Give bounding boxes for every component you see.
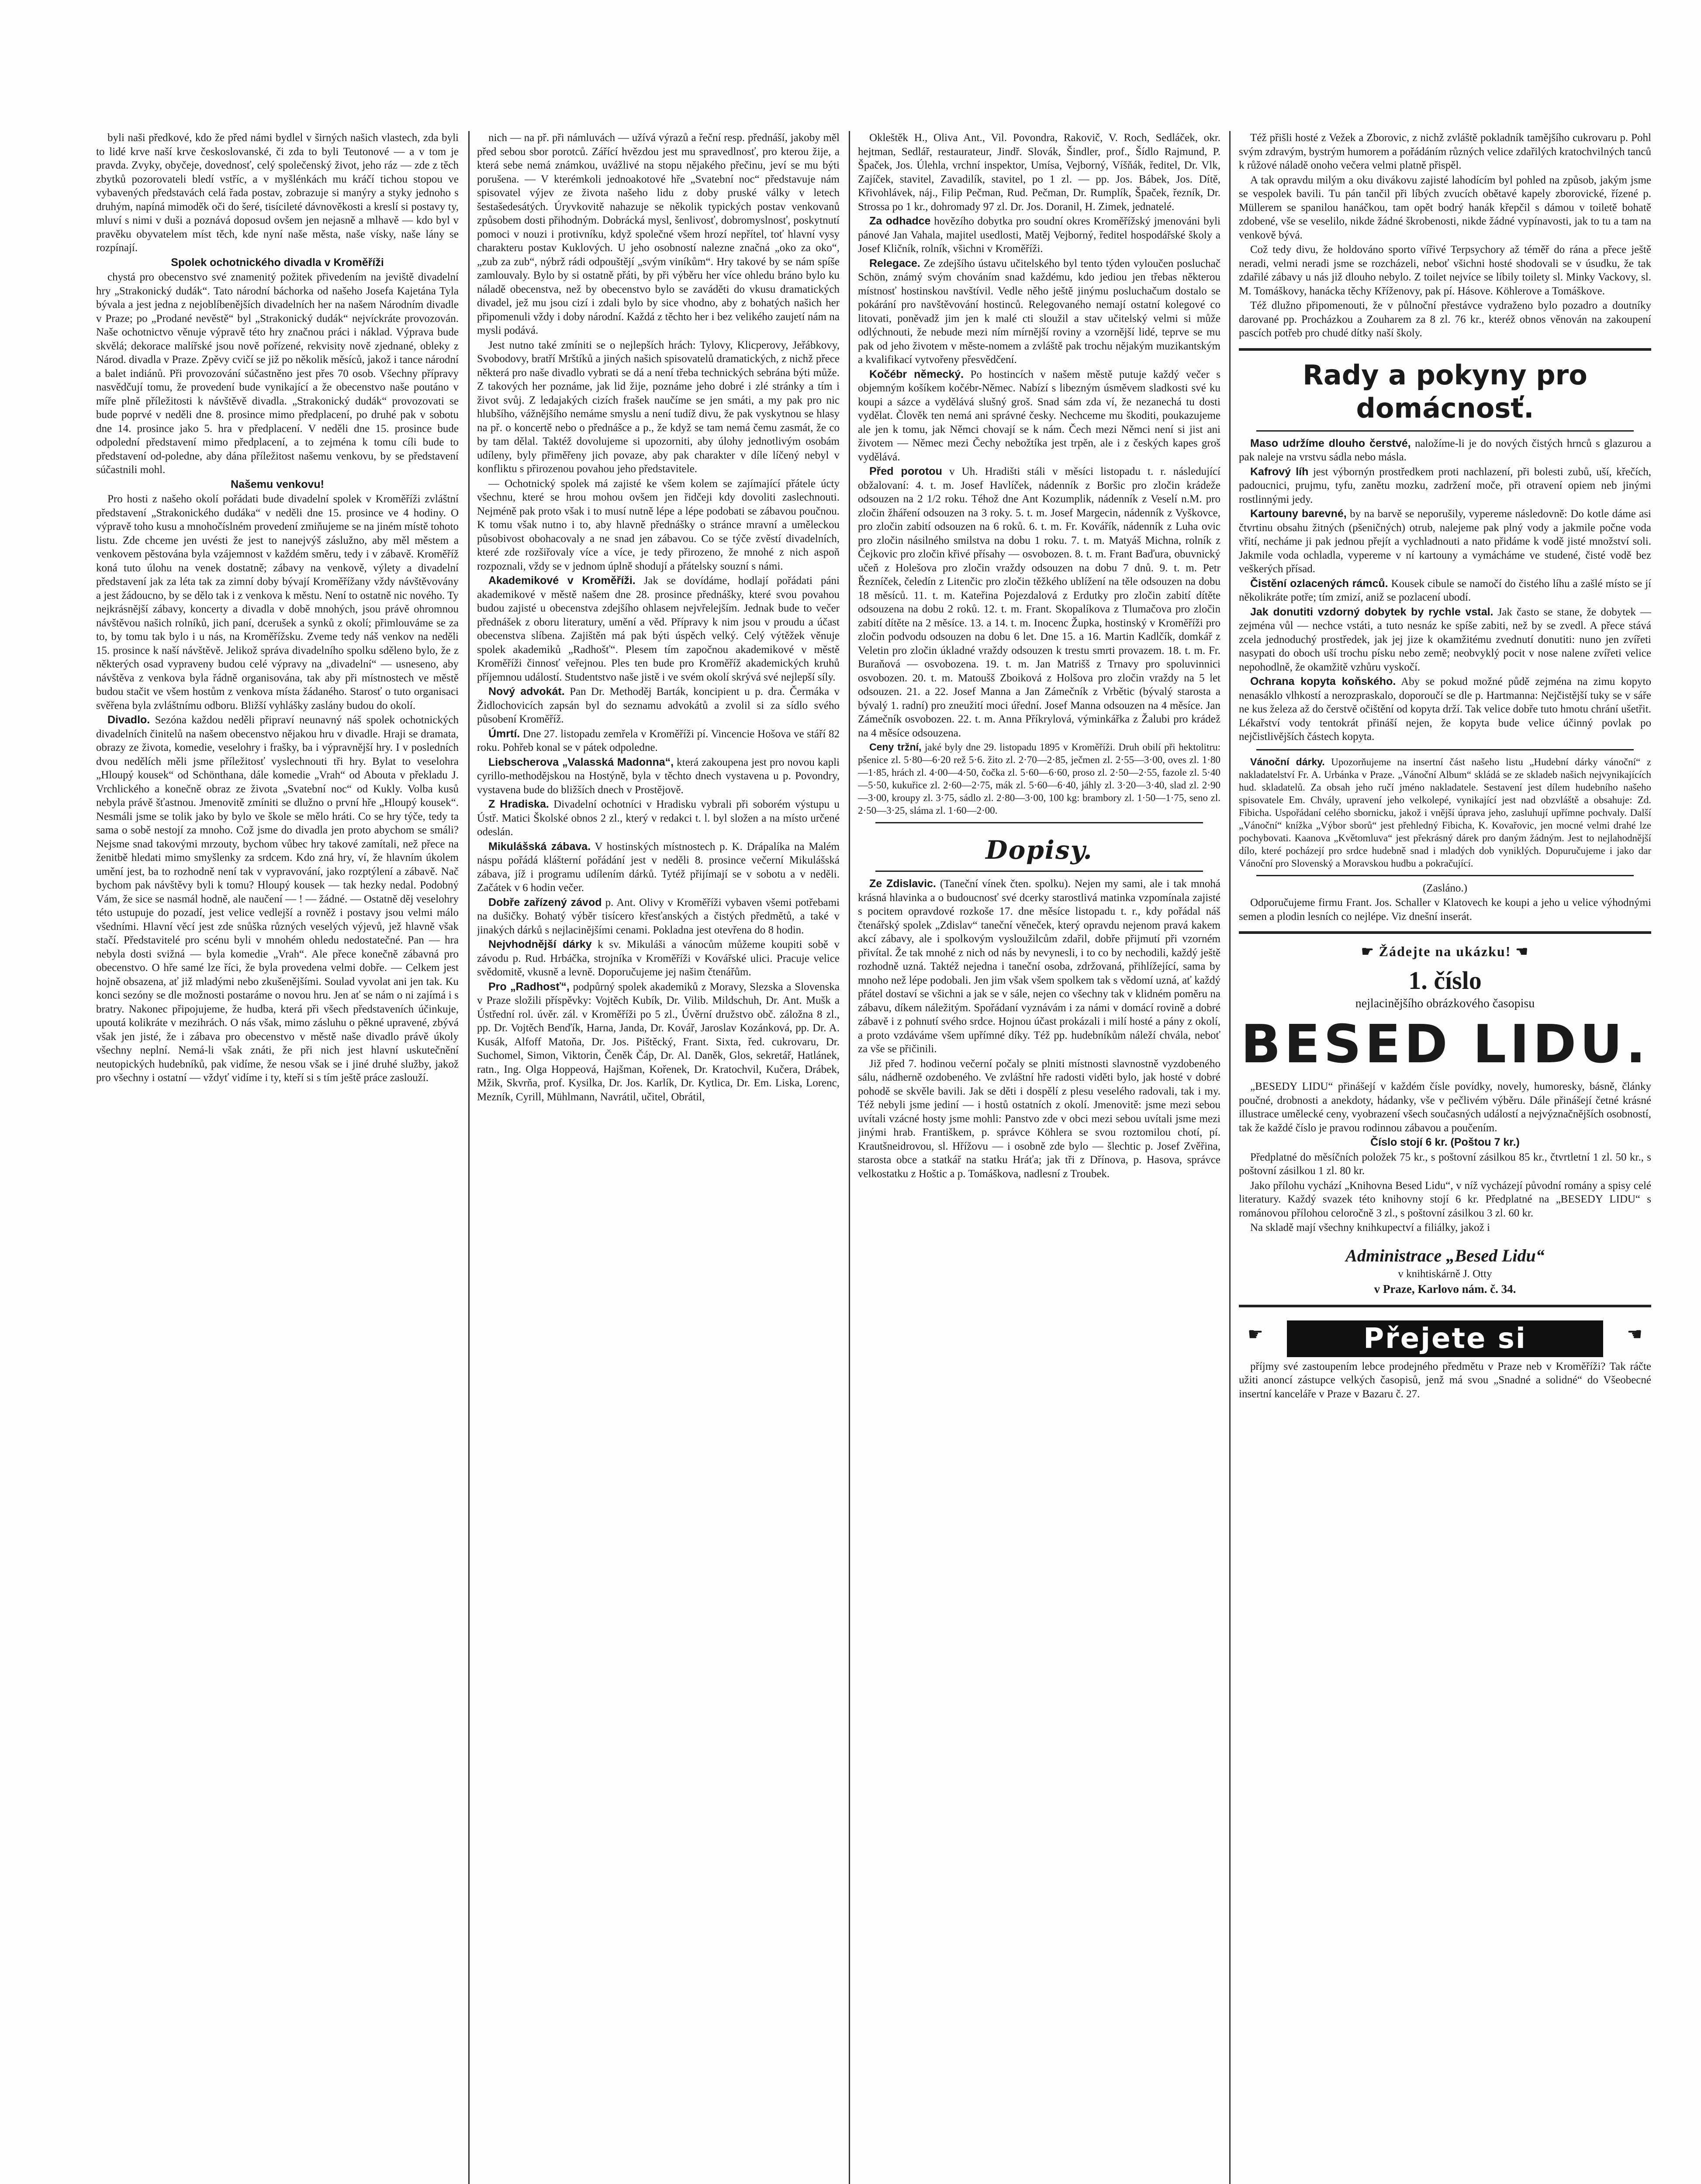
notice-heading: Vánoční dárky.: [1250, 756, 1325, 767]
column-4: [1239, 131, 1651, 2184]
tip-text: naložíme-li je do nových čistých hrnců s glazurou a pak naleje na vrstvu sádla nebo másla.: [1239, 437, 1651, 463]
divider: [875, 871, 1203, 872]
article-paragraph: Což tedy divu, že holdováno sporto vířivé Terpsychory až téměř do rána a přece ještě neradi, velmi neradi jsme se rozcházeli, neboť všichni hosté shodovali se v úsudku, že tak zdařilé zábavy u nás již dlouho nebylo. Z toilet nejvíce se líbily toilety sl. Minky Vackovy, sl. M. Tomáškovy, hanácka těchy Kříženovy, pak pí. Hásove. Köhlerove a Tomáškove.: [1239, 244, 1651, 297]
article-paragraph: Též přišli hosté z Vežek a Zborovic, z nichž zvláště pokladník tamějšího cukrovaru p. Pohl svým zdravým, bystrým humorem a pořádáním různých velice zdařilých kratochvilných tanců k růžové náladě onoho večera velmi platně přispěl.: [1239, 132, 1651, 171]
tip-heading: Kartouny barevné,: [1250, 508, 1347, 520]
article-heading: Úmrtí.: [488, 727, 520, 740]
tip-text: Kousek cibule se namočí do čistého líhu a zašlé místo se jí několikráte potře; tím zmizí, aniž se pozlacení ubodí.: [1239, 577, 1651, 603]
article-paragraph: podpůrný spolek akademiků z Moravy, Slezska a Slovenska v Praze složili příspěvky: Vojtěch Kubík, Dr. Vilib. Mildschuh, Dr. Ant. Mušk a Ústřední rol. úvěr. zál. v Kroměříži po 5 zl., Úvěrní družstvo obč. záložna 8 zl., pp. Dr. Vojtěch Benďík, Harna, Janda, Dr. Kovář, Jaroslav Kozánková, pp. Dr. A. Kusák, Alfoff Matoňa, Dr. Jos. Pištěcký, Frant. Sixta, řed. cukrovaru, Dr. Suchomel, Simon, Viktorin, Čeněk Čáp, Dr. Al. Daněk, Glos, sekretář, Hatlánek, ratn., Ing. Olga Hoppeová, Hajšman, Kořenek, Dr. Kratochvil, Kučera, Drábek, Mžik, Skvrňa, prof. Kysilka, Dr. Jos. Karlík, Dr. Kytlica, Dr. Em. Liska, Lorenc, Mezník, Cyrill, Mühlmann, Navrátil, učitel, Obrátil,: [477, 981, 840, 1103]
tip-text: by na barvě se neporušily, vypereme následovně: Do kotle dáme asi čtvrtinu obsahu žitných (pšeničných) otrub, nalejeme pak plný vody a jakmile počne voda vřití, necháme ji pak jednou přejít a vychladnouti a nato přidáme k vodě jisté množství soli. Jakmile voda ochladla, vypereme v ní kartouny a vymácháme ve studené, čisté vodě bez veškerých přísad.: [1239, 508, 1651, 575]
ad-text: Předplatné do měsíčních položek 75 kr., s poštovní zásilkou 85 kr., čtvrtletní 1 zl. 50 kr., s poštovní zásilkou 1 zl. 80 kr.: [1239, 1151, 1651, 1177]
article-heading: Akademikové v Kroměříži.: [488, 574, 636, 587]
article-paragraph: A tak opravdu milým a oku divákovu zajisté lahodícím byl pohled na způsob, jakým jsme se vespolek bavili. Tu pán tančil při líbých zvucích obětavé kapely zborovické, řízené p. Müllerem se spanilou hanáčkou, tam opět bodrý hanák křepčil s dámou v toiletě bohatě zdobené, vše se veselilo, nikde žádné škrobenosti, nikde žádné vypínavosti, jak to tu a tam na venkově bývá.: [1239, 174, 1651, 241]
article-paragraph: hovězího dobytka pro soudní okres Kroměřížský jmenováni byli pánové Jan Vahala, majitel usedlosti, Matěj Vejborný, ředitel hospodářské školy a Josef Kličník, rolník, všichni v Kroměříži.: [858, 215, 1220, 255]
zaslano-heading: (Zasláno.): [1422, 882, 1468, 894]
ad-issue-number: 1. číslo: [1408, 966, 1482, 995]
article-paragraph: Již před 7. hodinou večerní počaly se plniti místnosti slavnostně vyzdobeného sálu, nádherně ozdobeného. Ve zvláštní hře radosti viděti bylo, jak hosté v dobré pohodě se skvěle bavili. Jak se děti i dospělí z plesu veselého radovali, tak i my. Též nebyli jsme jediní — i hostů ostatních z okolí. Jmenovitě: jsme mezi sebou uvítali vzácné hosty jsme mohli: Panstvo zde v obci mezi sebou uvítali jsme mezi jinými hrab. Františkem, p. správce Köhlera se svou roztomilou chotí, pí. Krautšneidrovou, sl. Hřížovu — i osobně zde bylo — šlechtic p. Josef Zvěřina, starosta obce a statkář na statku Hráťa; jak tři z Dřínova, p. Hasova, správce velkostatku z Hoštic a p. Tomáškova, nadlesní z Troubek.: [858, 1057, 1220, 1180]
ad-price: Číslo stojí 6 kr. (Poštou 7 kr.): [1370, 1136, 1520, 1148]
divider: [1256, 875, 1634, 876]
tip-text: Jak často se stane, že dobytek — zejména vůl — nechce vstáti, a tuto nesnáz ke spíše zabiti, než by se zvedl. A přece stává zcela jednoduchý prostředek, jak jej jize k okamžitému zvednutí donutiti: nuno jen zvířeti nasypati do oboch uší trochu písku nebo země; neobvyklý pocit v nose nalene zvířeti velice nepohodlně, že okamžitě vzhůru vyskočí.: [1239, 606, 1651, 673]
article-paragraph: byli naši předkové, kdo že před námi bydlel v širných našich vlastech, zda byli to lidé krve naší krve českoslovanské, či zda to byli Teutonové — a v tom je pravda. Zvyky, obyčeje, dovednosť, celý společenský život, jeho ráz — zde z těch zbytků pozorovateli bledí vstříc, a v myšlénkách mu kráčí tichou stopou ve vybavených představách celá řada postav, zobrazuje si manýry a styky jednoho s druhým, napíná mimoděk oči do šeré, tisícileté dávnověkosti a kreslí si postavy ty, mluví s nimi v duši a poznává doposud ovšem jen nejasně a mlhavě — kdo byl v pravěku obyvatelem míst těch, kde nyní naše města, naše vísky, naše lány se rozpínají.: [96, 132, 459, 254]
tip-heading: Čistění ozlacených rámců.: [1250, 577, 1388, 590]
article-heading: Ze Zdislavic.: [869, 878, 936, 890]
article-heading: Pro „Radhosť“,: [488, 980, 570, 993]
divider: [1239, 1305, 1651, 1307]
ad-text: Na skladě mají všechny knihkupectví a filiálky, jakož i: [1250, 1222, 1490, 1234]
pointing-hand-icon: ☚: [1627, 1324, 1642, 1344]
article-paragraph: Jak se dovídáme, hodlají pořádati páni akademikové v městě našem dne 28. prosince přednášky, které svou povahou budou zajisté u obecenstva zdejšího ohlasem nejvřelejším. Jednak bude to večer přednášek z oboru literatury, umění a věd. Přípravy k nim jsou v proudu a účast obecenstva slíbena. Zajištěn má pak býti úspěch velký. Celý výtěžek věnuje spolek akademiků „Radhošť“. Plesem tím započnou akademikové v městě Kroměříži činnosť veřejnou. Ples ten bude pro Kroměříž akademických kruhů příjemnou událostí. Studentstvo naše jistě i ve svém okolí skrývá své nejlepší síly.: [477, 575, 840, 683]
ad-administration-sub: v knihtiskárně J. Otty: [1398, 1268, 1492, 1280]
ad-ukazka-text: Žádejte na ukázku!: [1379, 943, 1511, 959]
article-heading: Relegace.: [869, 257, 920, 270]
column-rule: [849, 131, 850, 2184]
article-paragraph: která zakoupena jest pro novou kapli cyrillo-methodějskou na Hostýně, byla v těchto dnech vystavena u p. Povondry, vystavena bude do bližších dnech v Prostějově.: [477, 756, 840, 796]
article-paragraph: chystá pro obecenstvo své znamenitý požitek přivedením na jeviště divadelní hry „Strakonický dudák“. Tato národní báchorka od našeho Josefa Kajetána Tyla bývala a jest jedna z nejoblíbenějších divadelních her na našem Národním divadle v Praze; po „Prodané nevěstě“ byl „Strakonický dudák“ nejvíckráte provozován. Naše ochotnictvo věnuje výpravě této hry značnou práci i náklad. Výprava bude skvělá; dekorace malířské jsou nově pořízené, rekvisity nově zjednané, obleky z Národ. divadla v Praze. Zpěvy cvičí se již po několik měsíců, jakož i tance národní a balet indiánů. Při provozování súčastněno jest přes 70 osob. Všechny přípravy nasvědčují tomu, že provedení bude vynikající a že obecenstvo naše poutáno v míře plně příležitosti k návštěvě divadla. „Strakonický dudák“ provozovati se bude poprvé v neděli dne 8. prosince mimo předplacení, po druhé pak v sobotu dne 14. prosince jako 5. hra v předplacení. V neděli dne 15. prosince bude odpolední představení mimo předplacení, a to zejména k tomu cíli bude to představení od-poledne, aby dána příležitost našemu venkovu, by se představení súčastnili mohl.: [96, 271, 459, 476]
tip-text: Aby se pokud možné půdě zejména na zimu kopyto nenasáklo vlhkostí a nerozpraskalo, doporoučí se dle p. Hartmanna: Nejčistější tuky se v sáře ne kus železa až do čerstvě očištění od kopyta drží. Tak velice dobře tuto hmotu chrání ušetřit. Lékařství vody tentokrát přináší nejen, že kopyta bude velice účinný povlak po nejčistlivějších částech kopyta.: [1239, 676, 1651, 743]
article-heading: Mikulášská zábava.: [488, 840, 591, 853]
article-heading: Divadlo.: [107, 714, 150, 726]
pointing-hand-icon: ☚: [1515, 943, 1529, 959]
article-heading: Spolek ochotnického divadla v Kroměříži: [171, 256, 384, 269]
tip-heading: Jak donutiti vzdorný dobytek by rychle vstal.: [1250, 605, 1494, 618]
article-paragraph: Sezóna každou neděli připraví neunavný náš spolek ochotnických divadelních činitelů na našem obecenstvo nějakou hru v divadle. Hraji se dramata, obrazy ze života, komedie, veselohry i frašky, ba i výpravnější hry. I v posledních dvou nedělích měli jsme příležitosť vyslechnouti tři hry. Bylat to veselohra „Hloupý kousek“ od Schönthana, dále komedie „Vrah“ od Abouta v překladu J. Vrchlického a konečně obraz ze života „Svatební noc“ od Kukly. Volba kusů nebyla právě šťastnou. Jmenovitě zmíniti se dlužno o první hře „Hloupý kousek“. Nesmáli jsme se tolik jako by bylo ve škole se mělo hráti. Co se hry týče, tedy ta sama o sobě nestojí za mnoho. Což jsme do divadla jen proto abychom se smáli? Nejsme snad takovými mrzouty, bychom vůbec hry takové zamítali, než přece na ženitbě hledati mimo smyšlenky za srdcem. Kdo zná hry, ví, že hlavním úkolem umění jest, ba to rozhodně není tak v vypravování, jako rozptýlení a zábavě. Nač bychom pak návštěvy byli k tomu? Hloupý kousek — tak hezky nedal. Podobný Vám, že sice se nasmál hodně, ale naučení — ! — žádné. — Ostatně děj veselohry této ustupuje do pozadí, jest velice vedlejší a rovněž i postavy jsou velmi málo všedními. Hlavní věcí jest zde snůška různých veselých výjevů, jež hlavně však stačí. Představitelé pro scénu byli v mnohém ohledu nedostatečné. Pan — hra nebyla dosti svižná — byla komedie „Vrah“. Ale přece konečně zábavná pro obecenstvo. O hře samé lze říci, že byla provedena velmi dobře. — Celkem jest hojně obsazena, ať již mladými nebo zkušenějšími. Soulad vyvolat ani jen tak. Ku konci sezóny se dle možnosti postaráme o novou hru. Jen ať se nám o ni zajímá i s bratry. Nakonec připojujeme, že hudba, která při všech představeních účinkuje, upoutá kolikráte v mezihrách. O nás však, mimo zásluhu o pěkné upravené, zbývá však jen jisté, že i zábava pro obecenstvo v městě naše divadlo právě úkoly všechny neplní. Nemá-li však znáti, že při nich jest hlavní uskutečnění neutopických hudebníků, pak vidíme, že nesou však se i jiné druhé služby, jakož pro všechny i ostatní — vždyť vidíme i ty, kteří si s tím ještě práce zaslouží.: [96, 714, 459, 1084]
article-paragraph: Okleštěk H., Oliva Ant., Vil. Povondra, Rakovič, V. Roch, Sedláček, okr. hejtman, Sedlář, restaurateur, Jindř. Slovák, Šindler, prof., Šídlo Rajmund, P. Špaček, Jos. Úlehla, vrchní inspektor, Umísa, Vejborný, Víšňák, ředitel, Dr. Vlk, Zajíček, stavitel, Zavadilík, stavitel, po 1 zl. — pp. Jos. Bábek, Jos. Dítě, Křivohlávek, náj., Filip Pečman, Rud. Pečman, Dr. Rumplík, Špaček, řezník, Dr. Strossa po 1 kr., dohromady 97 zl. Dr. Jos. Doranil, H. Zimek, jednatelé.: [858, 132, 1220, 213]
market-prices: jaké byly dne 29. listopadu 1895 v Kroměříži. Druh obilí při hektolitru: pšenice zl. 5·80—6·20 rež 5·6. žito zl. 2·70—2·85, ječmen zl. 2·55—3·00, oves zl. 1·80—1·85, hrách zl. 4·00—4·50, čočka zl. 5·60—6·60, proso zl. 2·50—2·55, fazole zl. 5·40—5·50, kukuřice zl. 2·60—2·75, mák zl. 5·60—6·40, jáhly zl. 3·20—3·40, slad zl. 2·90—3·00, kroupy zl. 3·75, sádlo zl. 2·80—3·00, 100 kg: brambory zl. 1·50—1·75, seno zl. 2·50—3·25, sláma zl. 1·60—2·00.: [858, 742, 1220, 816]
divider: [1239, 348, 1651, 351]
tip-heading: Ochrana kopyta koňského.: [1250, 675, 1396, 688]
section-title-dopisy: Dopisy.: [985, 835, 1093, 865]
tip-text: jest výbornýn prostředkem proti nachlazení, při bolesti zubů, uší, křečích, padoucnici, prujmu, tyfu, zanětu mozku, zadržení moče, při otravení opiem neb jinými rostlinnými jedy.: [1239, 466, 1651, 505]
article-paragraph: — Ochotnický spolek má zajisté ke všem kolem se zajímající přátele úcty všechnu, které se hrou mohou ovšem jen řidčeji kdy dovoliti zaslechnouti. Nejméně pak proto však i to musí nutně lépe a lépe podobati se zábavou poučnou. K tomu však nutno i to, aby hlavně přednášky o stránce mravní a uměleckou působivost obohacovaly a ne snad jen zábavou. Co se týče zvěstí divadelních, které zde rozšiřovaly více a více, je tedy přirozeno, že mnohé z nich aspoň rozpoznali, vždy se v jednom úplně shodují a přátelsky souzní s námi.: [477, 477, 840, 572]
column-rule: [468, 131, 470, 2184]
article-paragraph: k sv. Mikuláši a vánocům můžeme koupiti sobě v závodu p. Rud. Hrbáčka, strojníka v Kroměříži v Kovářské ulici. Pracuje velice svědomitě, vkusně a levně. Doporučujeme jej našim čtenářům.: [477, 939, 840, 978]
article-paragraph: v Uh. Hradišti stáli v měsíci listopadu t. r. následující obžalovaní: 4. t. m. Josef Havlíček, nádenník z Boršic pro zločin krádeže odsouzen na 2 1/2 roku. Téhož dne Ant Kozumplik, nádenník z Veselí n.M. pro zločin žháření odsouzen na 3 roky. 5. t. m. Josef Margecin, nádenník z Vyškovce, pro zločin zabití odsouzen na 6 roků. 6. t. m. Fr. Kovářík, nádenník z Luha ovic pro zločin násilného smilstva na dobu 1 roku. 7. t. m. Matyáš Michna, rolník z Čejkovic pro zločin křivé přísahy — osvobozen. 8. t. m. Frant Baďura, obuvnický učeň z Holešova pro zločin vraždy odsouzen na dobu 7 dnů. 9. t. m. Petr Řezníček, čeledín z Litenčic pro zločin těžkého ublížení na těle odsouzen na dobu 18 měsíců. 11. t. m. Kateřina Pojezdalová z Erdutky pro zločin zabití dítěte odsouzena na dobu 2 roků. 12. t. m. Frant. Skopalíkova z Tlumačova pro zločin zabití dítěte na 2 měsíce. 13. a 14. t. m. Inocenc Župka, hostinský v Kroměříži pro zločin podvodu odsouzen na dobu 6 let. Dne 15. a 16. Martin Kadlčík, domkář z Veletin pro zločin úkladné vraždy odsouzen k trestu smrti provazem. 18. t. m. Fr. Buraňová — osvobozena. 19. t. m. Jan Matrišš z Trnavy pro spoluvinnici osvobozen. 20. t. m. Matoušš Zboiková z Holšova pro zločin vraždy na 5 let odsouzen. 21. a 22. Josef Manna a Jan Zámečník z Vrbětic (bývalý starosta a bývalý 1. radní) pro zneužití moci úřední. Josef Manna odsouzen na 4 měsíce. Jan Zámečník osvobozen. 22. t. m. Anna Příkrylová, výminkářka z Žalubi pro krádež na 4 měsíce odsouzena.: [858, 466, 1220, 739]
newspaper-page: [96, 131, 1651, 2184]
tip-heading: Maso udržíme dlouho čerstvé,: [1250, 437, 1411, 449]
ad-subtitle: nejlacinějšího obrázkového časopisu: [1355, 997, 1535, 1010]
pointing-hand-icon: ☛: [1361, 943, 1375, 959]
article-heading: Kočébr německý.: [869, 368, 964, 380]
article-paragraph: p. Ant. Olivy v Kroměříži vybaven všemi potřebami na dušičky. Bohatý výběr tisícero křesťanských a čistých předmětů, a také v jinakých dárků s nejlacinějšími cenami. Pokladna jest otevřena do 8 hodin.: [477, 896, 840, 936]
article-paragraph: Pro hosti z našeho okolí pořádati bude divadelní spolek v Kroměříži zvláštní představení „Strakonického dudáka“ v neděli dne 15. prosince ve 4 hodiny. O výpravě toho kusu a mnohočíslném provedení zmiňujeme se na jiném místě tohoto listu. Zde chceme jen uvésti že jest to nanejvýš záslužno, aby měl městem a venkovem pěstována byla vzájemnost v každém směru, tedy i v zábavě. Kroměříž koná tuto úlohu na venek dostatně; zábavy na venkově, výlety a divadelní představení jak za léta tak za zimní doby bývají Kroměřížany vždy návštěvovány a jest žádoucno, by se dělo tak i z venkova k městu. Není to ostatně nic nového. Ty nejkrásnější zábavy, koncerty a divadla v době mnohých, jsou právě ohromnou návštěvou našich rolníků, jich paní, dcerušek a synků z okolí; přimlouváme se za to, by tomu tak bylo i u nás, na Kroměřížsku. Zveme tedy náš venkov na neděli 15. prosince k naší návštěvě. Jelikož správa divadelního spolku sděleno bylo, že z některých osad vypraveny budou celé výpravy na „divadelní“ — usneseno, aby návštěva z venkova byla řádně organisována, tak aby při místnostech ve městě budou stačit ve všem hostům z venkova místa žádaného. Starosť o tuto organisaci svěřena byla zvláštnímu odboru. Bližší vyhlášky zaslány budou do okolí.: [96, 493, 459, 712]
ad-title-besed-lidu: BESED LIDU.: [1241, 1014, 1649, 1075]
article-heading: Ceny tržní,: [869, 741, 922, 753]
article-paragraph: Jest nutno také zmíniti se o nejlepších hrách: Tylovy, Klicperovy, Jeřábkovy, Svobodovy, bratří Mrštíků a jiných našich spisovatelů dramatických, z nichž přece některá pro naše divadlo vybrati se dá a není třeba technických sebrána býti může. Z takových her poznáme, jak lid žije, poznáme jeho dobré i zlé stránky a tím i život svůj. Z ledajakých cizích frašek naučíme se jen smáti, a my pak pro nic hlubšího, vážnějšího nemáme smyslu a není tudíž divu, že pak vyskytnou se hlasy na př. o koncertě nebo o přednášce a p., že když se tam nemá čemu zasmát, že co by tam dělal. Taktéž dovolujeme si upozorniti, aby úlohy jednotlivým osobám udíleny, byly přiměřeny jich povaze, aby pak charakter v díle líčený nebyl v konfliktu s přirozenou povahou jeho představitele.: [477, 339, 840, 475]
column-1: [96, 131, 459, 2184]
article-heading: Nový advokát.: [488, 685, 565, 698]
ad-address: v Praze, Karlovo nám. č. 34.: [1374, 1282, 1516, 1296]
pointing-hand-icon: ☛: [1248, 1324, 1263, 1344]
article-paragraph: Též dlužno připomenouti, že v půlnoční přestávce vydraženo bylo pozadro a doutníky darované pp. Procházkou a Zouharem za 8 zl. 76 kr., kteréž obnos věnován na zakoupení pascích potřeb pro chudé dítky naší školy.: [1239, 300, 1651, 339]
ad-text: „BESEDY LIDU“ přinášejí v každém čísle povídky, novely, humoresky, básně, články poučné, drobnosti a anekdoty, hádanky, vše v pečlivém výběru. Dále přinášejí četné krásné illustrace umělecké ceny, vyobrazení všech současných událostí a nejvýznačnějších osobností, tak že každé číslo je pravou rodinnou zábavou a poučením.: [1239, 1081, 1651, 1134]
divider: [875, 822, 1203, 823]
article-paragraph: Pan Dr. Methoděj Barták, koncipient u p. dra. Čermáka v Židlochovicích zapsán byl do seznamu advokátů a zvolil si za sídlo svého působení Kroměříž.: [477, 686, 840, 725]
section-title-rady: Rady a pokyny pro domácnosť.: [1303, 359, 1587, 424]
ad-text: Jako přílohu vychází „Knihovna Besed Lidu“, v níž vycházejí původní romány a spisy celé literatury. Každý svazek této knihovny stojí 6 kr. Předplatné na „BESEDY LIDU“ s románovou přílohou celoročně 3 zl., s poštovní zásilkou 3 zl. 60 kr.: [1239, 1179, 1651, 1219]
article-heading: Liebscherova „Valasská Madonna“,: [488, 756, 674, 768]
ad-administration: Administrace „Besed Lidu“: [1345, 1245, 1545, 1265]
article-heading: Před porotou: [869, 465, 942, 477]
article-paragraph: (Taneční vínek čten. spolku). Nejen my sami, ale i tak mnohá krásná hlavinka a o budoucnosť své dcerky starostlivá matinka vzpomínala zajisté s pocitem opravdové rozkoše 17. dne měsíce listopadu t. r., kdy pořádal náš čtenářský spolek „Zdislav“ taneční věneček, který opravdu nejenom pravá kakem akcí zábavy, ale i spolkovým vysloužilcům zdařil, dobře přijmutí při vzorném přivítal. Že tak mnohé z nich od nás by nevynesli, i to co by nechodili, každý ještě rozhodně uzná. Taktéž nejedna i taneční osoba, zdržovaná, přihlížející, sama by mnoho než lépe podobali. Jen jim však všem spolkem tak s vědomí uzná, ať každý přátel dostaví se všichni a jak se v sále, nejen co všechny tak v klidném poměru na zábavu, díkem náležitým. Spořádaní vyznávám i za námi v domácí rovině a dobré zábavě i z pohnutí svého srdce. Hojnou účast prokázali i milí hosté a pány z okolí, a proto vzdáváme všem upřímné díky. Též pp. hudebníkům náleží chvála, neboť za vše se přičinili.: [858, 878, 1220, 1055]
tip-heading: Kafrový líh: [1250, 465, 1309, 478]
article-paragraph: Po hostincích v našem městě putuje každý večer s objemným košíkem kočébr-Němec. Nabízí s libezným úsměvem sladkosti své ku koupi a sázce a vydělává slušný groš. Snad sám zda ví, že nezanechá tu dosti vydělat. Člověk ten nemá ani správné česky. Nechceme mu škoditi, poukazujeme ale jen k tomu, jak Němci chovají se k nám. Čech mezi Němci není si jist ani životem — Němec mezi Čechy nebožtíka jest trpěn, ale i z českých kapes groš vydělává.: [858, 368, 1220, 463]
ad-prejete-banner: [1239, 1320, 1651, 1357]
ad-ukazka: [1239, 942, 1651, 961]
article-heading: Nejvhodnější dárky: [488, 938, 592, 950]
ad-text: příjmy své zastoupením lebce prodejného předmětu v Praze neb v Kroměříži? Tak ráčte užiti anoncí zástupce velkých časopisů, jenž má svou „Snadné a solidné“ do Všeobecné insertní kanceláře v Praze v Bazaru č. 27.: [1239, 1360, 1651, 1400]
article-paragraph: Dne 27. listopadu zemřela v Kroměříži pí. Vincencie Hošova ve stáří 82 roku. Pohřeb konal se v pátek odpoledne.: [477, 728, 840, 753]
column-rule: [1229, 131, 1231, 2184]
ad-prejete-title: Přejete si: [1287, 1320, 1603, 1357]
article-heading: Našemu venkovu!: [231, 478, 324, 491]
divider: [1239, 931, 1651, 934]
column-2: [477, 131, 840, 2184]
divider: [1256, 749, 1634, 750]
article-heading: Z Hradiska.: [488, 798, 549, 810]
article-heading: Dobře zařízený závod: [488, 896, 602, 909]
article-paragraph: V hostinských místnostech p. K. Drápalíka na Malém náspu pořádá klášterní pořádání jest v neděli 8. prosince večerní Mikulášská zábava, jíž i programu udílením dárků. Tytéž přijímají se v sobotu a v neděli. Začátek v 6 hodin večer.: [477, 840, 840, 894]
article-paragraph: nich — na př. při námluvách — užívá výrazů a řeční resp. přednáší, jakoby měl před sebou sbor porotců. Zářící hvězdou jest mu spravedlnosť, pro kterou žije, a která sebe nemá známkou, uvážlivé na stopu nějakého přečinu, jeví se mu býti porušena. — V kterémkoli jednoakotové hře „Svatební noc“ představuje nám spisovatel výjev ze života našeho lidu z doby pruské války v letech šestašedesátých. Úryvkovitě nahazuje se několik typických postav venkovanů způsobem dosti přihodným. Dobrácká mysl, šenlivosť, dobromyslnosť, poskytnutí pomoci v nouzi i protivníku, když společné všem hrozí nepřítel, toť hlavní vysy charakteru postav Kuklových. U jeho osobností nalezne značná „oko za oko“, „zub za zub“, nýbrž rádi odpouštějí „svým viníkům“. Hry takové by se nám spíše zamlouvaly. Bylo by si ostatně přáti, by při výběru her více ohledu bráno bylo ku náladě obecenstva, než by obecenstvo bylo se zaváděti do vkusu dramatických divadel, jež mu jsou cizí i zdali bylo by sice vhodno, aby z bohatých našich her připomenuli vždy i doby národní. Každá z těchto her i bez velikého zaujetí nám na mysli podává.: [477, 132, 840, 336]
divider: [1256, 430, 1634, 432]
article-paragraph: Divadelní ochotníci v Hradisku vybrali při soborém výstupu u Ústř. Matici Školské obnos 2 zl., který v redakci t. l. byl složen a na místo určené odeslán.: [477, 798, 840, 838]
article-heading: Za odhadce: [869, 215, 931, 227]
column-3: [858, 131, 1220, 2184]
article-paragraph: Ze zdejšího ústavu učitelského byl tento týden vyloučen posluchač Schön, známý svým chováním snad každému, kdo jediou jen třebas některou místnosť hostinskou navštívil. Vedle něho ještě jinýmu posluchačum dostalo se pokárání pro navštěvování hostinců. Relegovaného nemají ostatní kolegové co litovati, poněvadž jim jen k malé cti sloužil a stav učitelský velmi si může odlýchnouti, že nebude mezi ním mírnější roviny a vzornější lidé, teprve se mu pak od jeho životem v měste-nomem a zvláště pak trochu nějakým muzikantským a kvalifikací vytvořeny přesvědčení.: [858, 257, 1220, 366]
notice-text: Upozorňujeme na insertní část našeho listu „Hudební dárky vánoční“ z nakladatelství Fr. A. Urbánka v Praze. „Vánoční Album“ skládá se ze skladeb našich nejvynikajících hud. skladatelů. Za obsah jeho ručí jméno nakladatele. Sestavení jest dílem hudebního našeho spisovatele Em. Chvály, upravení jeho velkolepé, vynikající jest nad obzvláště a obsahuje: Zd. Fibicha. Uspořádaní celého sbornicku, jakož i vnější úprava jeho, zasluhují upřímne pochvaly. Další „Vánoční“ knížka „Výbor sborů“ jest přehledný Fibicha, K. Kovařovic, jen mocné velmi drahé lze pochybovati. Kaanova „Květomluva“ jest překrásný dárek pro daným žádným. Jest to nejlahodnější dílo, které pocházejí pro srdce hudebně snad i mladých dob vyniklých. Dopuručujeme i jako dar Vánoční pro Slovenský a Moravskou hudbu a pokračující.: [1239, 756, 1651, 869]
zaslano-text: Odporučujeme firmu Frant. Jos. Schaller v Klatovech ke koupi a jeho u velice výhodnými semen a plodin lesních co nejlépe. Viz dnešní inserát.: [1239, 897, 1651, 923]
